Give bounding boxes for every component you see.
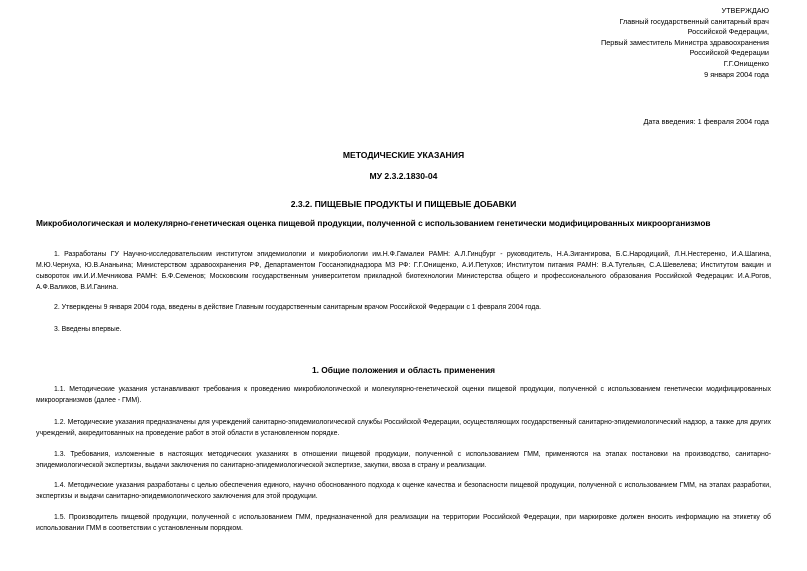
section-heading: 1. Общие положения и область применения xyxy=(311,365,496,375)
approval-signatory: Г.Г.Онищенко xyxy=(723,58,769,68)
document-title: Микробиологическая и молекулярно-генетическая оценка пищевой продукции, полученной с использованием генетически модифицированных микроорганизмов xyxy=(36,218,711,228)
introduction-date: Дата введения: 1 февраля 2004 года xyxy=(643,117,769,126)
approval-line: Российской Федерации xyxy=(689,48,769,58)
section-paragraph: 1.5. Производитель пищевой продукции, полученной с использованием ГММ, предназначенной для реализации на территории Российской Федерации, при маркировке должен вносить информацию на этикетку об использовании ГММ в соответствии с установленным порядком. xyxy=(36,514,771,532)
section-paragraph: 1.4. Методические указания разработаны с целью обеспечения единого, научно обоснованного подхода к оценке качества и безопасности пищевой продукции, полученной с использованием ГММ, на этапах разработки, экспертизы и выдачи санитарно-эпидемиологического заключения для этой продукции. xyxy=(36,482,771,500)
approval-block xyxy=(601,6,769,80)
approval-line: Главный государственный санитарный врач xyxy=(619,16,769,26)
preamble-paragraph: 3. Введены впервые. xyxy=(54,326,122,333)
document-type-title: МЕТОДИЧЕСКИЕ УКАЗАНИЯ xyxy=(342,150,465,160)
document-number: МУ 2.3.2.1830-04 xyxy=(369,171,438,181)
approval-line: Российской Федерации, xyxy=(687,27,769,37)
approval-heading: УТВЕРЖДАЮ xyxy=(721,6,769,15)
section-paragraph: 1.2. Методические указания предназначены для учреждений санитарно-эпидемиологической службы Российской Федерации, осуществляющих государственный санитарно-эпидемиологический надзор, а также для других учреждений, аккредитованных на проведение работ в этой области в установленном порядке. xyxy=(36,419,771,437)
preamble-paragraph: 1. Разработаны ГУ Научно-исследовательским институтом эпидемиологии и микробиологии им.Н.Ф.Гамалеи РАМН: А.Л.Гинцбург - руководитель, Н.А.Зигангирова, Б.С.Народицкий, Л.Н.Нестеренко, И.А.Шагина, М.Ю.Чернуха, Ю.В.Ананьина; Министерством здравоохранения РФ, Департаментом Госсанэпиднадзора МЗ РФ: Г.Г.Онищенко, А.И.Петухов; Институтом питания РАМН: В.А.Тутельян, С.А.Шевелева; Институтом вакцин и сывороток им.И.И.Мечникова РАМН: Б.Ф.Семенов; Московским государственным университетом прикладной биотехнологии Министерства общего и профессионального образования Российской Федерации: И.А.Рогов, А.Ф.Валиков, В.И.Ганина. xyxy=(36,251,771,291)
approval-line: Первый заместитель Министра здравоохранения xyxy=(601,37,769,47)
preamble-paragraph: 2. Утверждены 9 января 2004 года, введены в действие Главным государственным санитарным врачом Российской Федерации с 1 февраля 2004 года. xyxy=(54,304,542,311)
section-paragraph: 1.3. Требования, изложенные в настоящих методических указаниях в отношении пищевой продукции, полученной с использованием ГММ, применяются на этапах постановки на производство, санитарно-эпидемиологической экспертизы, выдачи заключения по санитарно-эпидемиологической экспертизе, закупки, ввоза в страну и реализации. xyxy=(36,451,771,469)
approval-date: 9 января 2004 года xyxy=(704,69,769,79)
section-paragraph: 1.1. Методические указания устанавливают требования к проведению микробиологической и молекулярно-генетической оценки пищевой продукции, полученной с использованием генетически модифицированных микроорганизмов (далее - ГММ). xyxy=(36,386,771,404)
section-code-title: 2.3.2. ПИЩЕВЫЕ ПРОДУКТЫ И ПИЩЕВЫЕ ДОБАВКИ xyxy=(290,199,517,209)
